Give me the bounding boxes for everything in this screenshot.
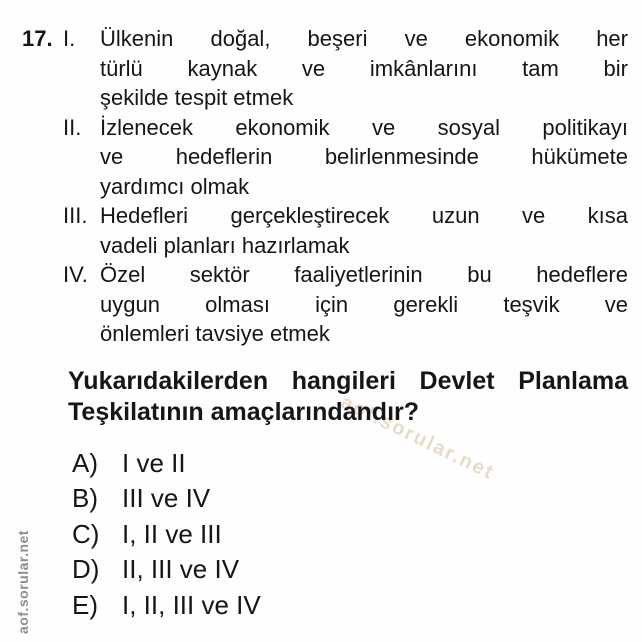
answer-option-a[interactable] — [72, 446, 261, 481]
option-text: I, II, III ve IV — [122, 589, 261, 620]
option-letter: C) — [72, 518, 100, 549]
option-letter: D) — [72, 554, 100, 585]
statement-text — [100, 24, 628, 113]
statement-line: türlü kaynak ve imkânlarını tam bir — [100, 55, 628, 81]
question-number: 17. — [22, 26, 53, 51]
statement-list — [63, 24, 628, 349]
option-letter: E) — [72, 589, 98, 620]
statement-item-4 — [63, 260, 628, 349]
question-stem-line: Yukarıdakilerden hangileri Devlet Planlama — [68, 367, 628, 395]
option-text: I, II ve III — [122, 518, 222, 549]
option-text: I ve II — [122, 448, 186, 478]
vertical-watermark: aof.sorular.net — [15, 530, 31, 634]
statement-line: İzlenecek ekonomik ve sosyal politikayı — [100, 114, 628, 140]
statement-numeral: IV. — [63, 262, 88, 287]
statement-item-3 — [63, 201, 628, 260]
answer-option-c[interactable] — [72, 517, 261, 552]
option-text: III ve IV — [122, 483, 211, 514]
statement-line: yardımcı olmak — [100, 173, 250, 199]
statement-text — [100, 201, 628, 260]
statement-line: Hedefleri gerçekleştirecek uzun ve kısa — [100, 203, 628, 228]
statement-item-2 — [63, 113, 628, 202]
statement-numeral: III. — [63, 203, 88, 228]
question-stem-line: Teşkilatının amaçlarındandır? — [68, 398, 420, 426]
statement-numeral: II. — [63, 114, 82, 140]
statement-text — [100, 260, 628, 349]
question-stem — [68, 366, 628, 428]
answer-option-b[interactable] — [72, 481, 261, 516]
statement-line: uygun olması için gerekli teşvik ve — [100, 291, 628, 317]
statement-item-1 — [63, 24, 628, 113]
statement-numeral: I. — [63, 26, 76, 51]
statement-line: önlemleri tavsiye etmek — [100, 321, 330, 346]
statement-line: ve hedeflerin belirlenmesinde hükümete — [100, 144, 628, 169]
statement-line: vadeli planları hazırlamak — [100, 232, 350, 258]
option-text: II, III ve IV — [122, 554, 240, 585]
statement-line: Ülkenin doğal, beşeri ve ekonomik her — [100, 26, 628, 51]
answer-option-e[interactable] — [72, 588, 261, 623]
statement-text — [100, 113, 628, 202]
diagonal-watermark: aof.sorular.net — [337, 391, 498, 485]
option-letter: B) — [72, 483, 98, 514]
statement-line: Özel sektör faaliyetlerinin bu hedeflere — [100, 262, 628, 287]
option-letter: A) — [72, 448, 98, 478]
answer-option-d[interactable] — [72, 552, 261, 587]
answer-options — [72, 446, 261, 623]
statement-line: şekilde tespit etmek — [100, 85, 294, 110]
